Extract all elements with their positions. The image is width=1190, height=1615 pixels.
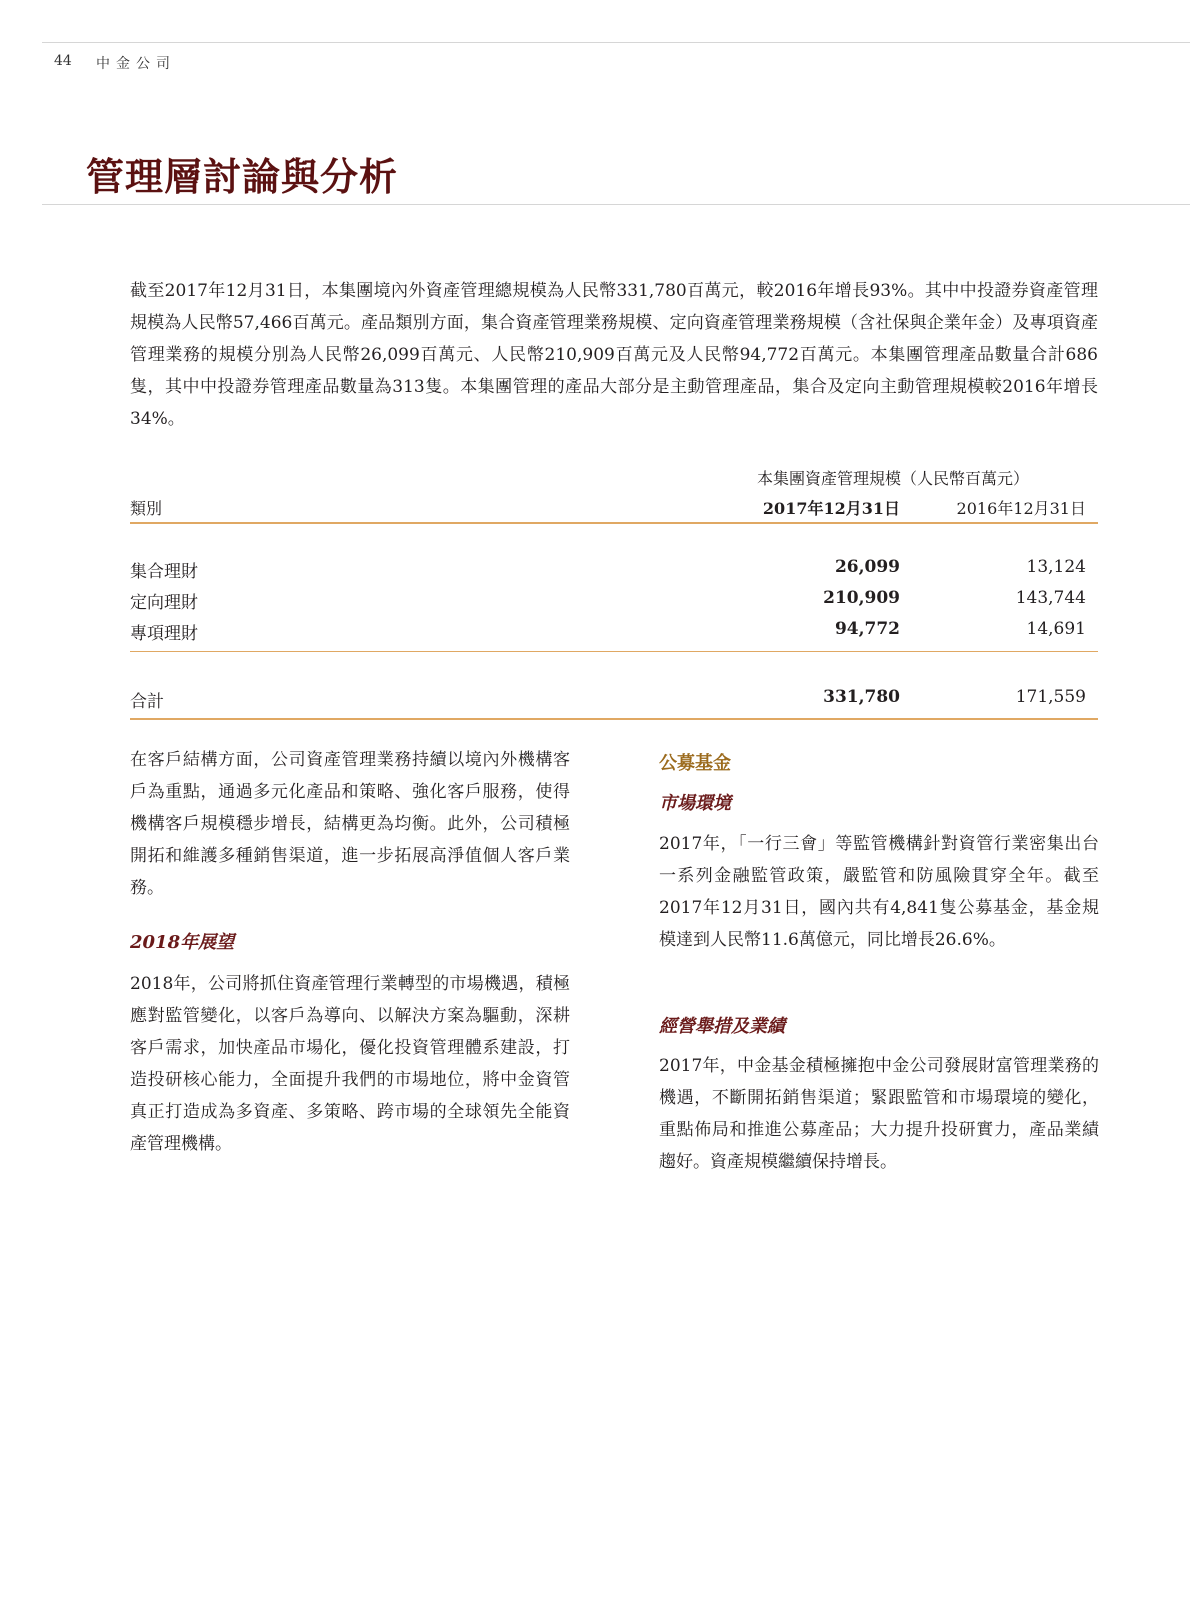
total-value-2017: 331,780 <box>823 687 900 707</box>
title-rule <box>42 204 1190 205</box>
col-2016-header: 2016年12月31日 <box>956 499 1086 518</box>
category-header: 類別 <box>130 499 163 518</box>
page-title: 管理層討論與分析 <box>86 154 399 199</box>
table-subtotal-rule <box>130 651 1098 652</box>
intro-paragraph: 截至2017年12月31日，本集團境內外資產管理總規模為人民幣331,780百萬元，較2016年增長93%。其中中投證券資產管理規模為人民幣57,466百萬元。產品類別方面，集合資產管理業務規模、定向資產管理業務規模（含社保與企業年金）及專項資產管理業務的規模分別為人民幣26,099百萬元、人民幣210,909百萬元及人民幣94,772百萬元。本集團管理產品數量合計686隻，其中中投證券管理產品數量為313隻。本集團管理的產品大部分是主動管理產品，集合及定向主動管理規模較2016年增長34%。 <box>130 281 1098 429</box>
page-number: 44 <box>54 53 72 69</box>
table-row <box>130 557 1098 583</box>
row-label: 定向理財 <box>130 593 198 613</box>
outlook-paragraph: 2018年，公司將抓住資產管理行業轉型的市場機遇，積極應對監管變化，以客戶為導向、以解決方案為驅動，深耕客戶需求，加快產品市場化，優化投資管理體系建設，打造投研核心能力，全面提升我們的市場地位，將中金資管真正打造成為多資產、多策略、跨市場的全球領先全能資產管理機構。 <box>130 974 570 1154</box>
row-label: 集合理財 <box>130 562 198 582</box>
table-header <box>130 496 1098 524</box>
header-rule <box>42 42 1190 43</box>
company-name: 中金公司 <box>96 56 176 72</box>
row-value-2016: 143,744 <box>1015 588 1086 608</box>
outlook-heading: 2018年展望 <box>130 932 235 953</box>
market-environment-paragraph: 2017年，「一行三會」等監管機構針對資管行業密集出台一系列金融監管政策，嚴監管和防風險貫穿全年。截至2017年12月31日，國內共有4,841隻公募基金，基金規模達到人民幣11.6萬億元，同比增長26.6%。 <box>659 834 1099 950</box>
table-row <box>130 619 1098 645</box>
mutual-fund-heading: 公募基金 <box>659 753 731 774</box>
row-value-2017: 94,772 <box>834 619 900 639</box>
table-caption: 本集團資產管理規模（人民幣百萬元） <box>757 469 1030 488</box>
client-structure-paragraph: 在客戶結構方面，公司資產管理業務持續以境內外機構客戶為重點，通過多元化產品和策略、強化客戶服務，使得機構客戶規模穩步增長，結構更為均衡。此外，公司積極開拓和維護多種銷售渠道，進一步拓展高淨值個人客戶業務。 <box>130 750 570 898</box>
market-environment-heading: 市場環境 <box>659 793 731 814</box>
row-value-2017: 210,909 <box>823 588 900 608</box>
operations-paragraph: 2017年，中金基金積極擁抱中金公司發展財富管理業務的機遇，不斷開拓銷售渠道；緊跟監管和市場環境的變化，重點佈局和推進公募產品；大力提升投研實力，產品業績趨好。資產規模繼續保持增長。 <box>659 1056 1099 1172</box>
table-total-row <box>130 687 1098 713</box>
total-label: 合計 <box>130 692 164 712</box>
table-row <box>130 588 1098 614</box>
row-value-2016: 14,691 <box>1026 619 1086 639</box>
table-total-rule <box>130 718 1098 720</box>
row-value-2017: 26,099 <box>834 557 900 577</box>
col-2017-header: 2017年12月31日 <box>762 499 900 518</box>
row-label: 專項理財 <box>130 624 198 644</box>
total-value-2016: 171,559 <box>1015 687 1086 707</box>
table-header-rule <box>130 522 1098 524</box>
row-value-2016: 13,124 <box>1026 557 1086 577</box>
operations-heading: 經營舉措及業績 <box>659 1016 785 1037</box>
